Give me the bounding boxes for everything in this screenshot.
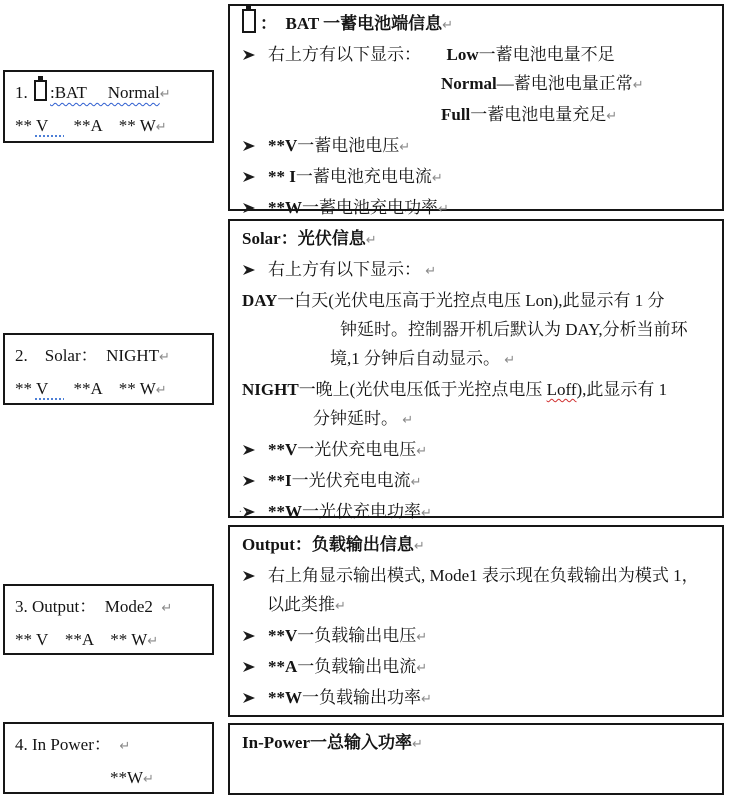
return-mark: ↵ — [161, 601, 173, 616]
arrow-bullet-icon — [242, 202, 256, 214]
return-mark: ↵ — [425, 264, 437, 279]
return-mark: ↵ — [504, 353, 516, 368]
return-mark: ↵ — [438, 202, 449, 217]
text: ** — [15, 379, 36, 398]
battery-icon — [242, 9, 256, 33]
bat-info-box — [228, 4, 724, 217]
return-mark: ↵ — [411, 737, 423, 752]
return-mark: ↵ — [632, 78, 644, 93]
return-mark: ↵ — [606, 109, 618, 124]
text-line — [242, 131, 714, 162]
section-title: 光伏信息 — [297, 229, 366, 248]
return-mark: ↵ — [413, 539, 425, 554]
text-line — [242, 9, 714, 40]
section-title: In-Power一总输入功率 — [242, 733, 412, 752]
text: 境,1 分钟后自动显示。 — [330, 349, 505, 368]
section-title: Output： — [242, 535, 312, 554]
text-line — [242, 224, 714, 255]
text-line — [242, 435, 714, 466]
text: 一蓄电池电压 — [297, 136, 400, 155]
arrow-bullet-icon — [242, 444, 256, 456]
return-mark: ↵ — [442, 18, 454, 33]
return-mark: ↵ — [416, 444, 428, 459]
text: Low — [446, 45, 479, 64]
text-line — [15, 340, 206, 373]
output-info-box — [228, 525, 724, 717]
return-mark: ↵ — [416, 661, 428, 676]
output-status-text: 3. Output： Mode2 — [15, 597, 162, 616]
text: Full — [441, 105, 471, 124]
text: ),此显示有 1 — [576, 380, 668, 399]
misspelled-word: Loff — [546, 380, 577, 399]
arrow-bullet-icon — [242, 661, 256, 673]
text-line — [15, 762, 206, 795]
arrow-bullet-icon — [242, 171, 256, 183]
text: **W — [268, 198, 302, 217]
text-line — [242, 286, 714, 315]
arrow-bullet-icon — [242, 630, 256, 642]
text-line — [242, 652, 714, 683]
return-mark: ↵ — [421, 692, 432, 707]
text: 一蓄电池充电电流 — [295, 167, 432, 186]
return-mark: ↵ — [365, 233, 377, 248]
return-mark: ↵ — [410, 475, 422, 490]
text: 一蓄电池电量充足 — [470, 105, 607, 124]
text: **W — [110, 768, 144, 787]
text: ** I — [268, 167, 296, 186]
lcd-screen-bat-box — [3, 70, 214, 143]
text: 以此类推 — [267, 595, 335, 614]
text-line — [242, 375, 714, 404]
text-line — [242, 100, 714, 131]
return-mark: ↵ — [143, 772, 154, 787]
arrow-bullet-icon — [242, 475, 256, 487]
arrow-bullet-icon — [242, 264, 256, 276]
section-title: Solar： — [242, 229, 298, 248]
text: 钟延时。控制器开机后默认为 DAY,分析当前环 — [340, 320, 688, 339]
lcd-screen-output-box — [3, 584, 214, 655]
text: NIGHT — [242, 380, 299, 399]
text-line — [242, 162, 714, 193]
arrow-bullet-icon — [242, 692, 256, 704]
text: **V — [268, 440, 298, 459]
text-line — [242, 255, 714, 286]
stray-dots: . . — [239, 503, 251, 515]
text: 右上方有以下显示： — [268, 45, 447, 64]
return-mark: ↵ — [119, 739, 131, 754]
text: 一光伏充电电流 — [291, 471, 411, 490]
text-line — [242, 621, 714, 652]
return-mark: ↵ — [155, 120, 167, 135]
text-line — [242, 530, 714, 561]
text: 一白天(光伏电压高于光控点电压 Lon),此显示有 1 分 — [277, 291, 665, 310]
arrow-bullet-icon — [242, 570, 256, 582]
return-mark: ↵ — [416, 630, 428, 645]
bat-status-text: :BAT Normal — [50, 83, 160, 102]
solar-status-text: 2. Solar： NIGHT — [15, 346, 160, 365]
text: 一蓄电池充电功率 — [302, 198, 438, 217]
inpower-info-box — [228, 723, 724, 795]
text-line — [15, 110, 206, 143]
text: 右上方有以下显示： — [268, 260, 426, 279]
text: 一负载输出电压 — [297, 626, 417, 645]
text-line — [242, 590, 714, 621]
text: **V — [268, 136, 298, 155]
lcd-screen-inpower-box — [3, 722, 214, 794]
text-line — [15, 77, 206, 110]
return-mark: ↵ — [159, 350, 170, 365]
voltage-letter: V — [35, 379, 65, 398]
text-line — [242, 466, 714, 497]
text-line — [15, 729, 206, 762]
text: Normal — [441, 74, 497, 93]
return-mark: ↵ — [399, 140, 411, 155]
text-line — [15, 591, 206, 624]
text: 一光伏充电电压 — [297, 440, 417, 459]
return-mark: ↵ — [335, 599, 346, 614]
lcd-screen-solar-box — [3, 333, 214, 405]
text: 一负载输出功率 — [302, 688, 421, 707]
text: 一光伏充电功率 — [302, 502, 421, 521]
return-mark: ↵ — [159, 87, 171, 102]
text-line — [242, 683, 714, 714]
text: **V — [268, 626, 298, 645]
text-line — [242, 69, 714, 100]
text-line — [242, 344, 714, 375]
battery-icon — [34, 80, 47, 101]
text: —蓄电池电量正常 — [496, 74, 633, 93]
inpower-label: 4. In Power： — [15, 735, 120, 754]
text: **A ** W — [64, 379, 156, 398]
text: **A — [268, 657, 298, 676]
text: **W — [268, 688, 302, 707]
text: 分钟延时。 — [313, 409, 403, 428]
text: **A ** W — [64, 116, 156, 135]
text: 一蓄电池电量不足 — [478, 45, 615, 64]
text-line — [242, 561, 714, 590]
text-line — [15, 624, 206, 657]
text-line — [242, 728, 714, 759]
arrow-bullet-icon — [242, 140, 256, 152]
text-line — [242, 40, 714, 69]
section-title: 负载输出信息 — [311, 535, 414, 554]
item-number: 1. — [15, 83, 32, 102]
text: 一负载输出电流 — [297, 657, 417, 676]
text: 一晚上(光伏电压低于光控点电压 — [298, 380, 547, 399]
text: ** — [15, 116, 36, 135]
text: **W — [268, 502, 302, 521]
voltage-letter: V — [35, 116, 65, 135]
text-line — [15, 373, 206, 406]
text-line — [242, 497, 714, 528]
return-mark: ↵ — [147, 634, 159, 649]
return-mark: ↵ — [431, 171, 443, 186]
section-title: ： BAT 一蓄电池端信息 — [260, 14, 443, 33]
return-mark: ↵ — [421, 506, 432, 521]
text: ** V **A ** W — [15, 630, 148, 649]
text-line — [242, 315, 714, 344]
return-mark: ↵ — [402, 413, 414, 428]
return-mark: ↵ — [155, 383, 167, 398]
text: DAY — [242, 291, 278, 310]
text: **I — [268, 471, 292, 490]
arrow-bullet-icon — [242, 49, 256, 61]
solar-info-box — [228, 219, 724, 521]
text: 右上角显示输出模式, Mode1 表示现在负载输出为模式 1， — [268, 566, 699, 585]
text-line — [242, 404, 714, 435]
